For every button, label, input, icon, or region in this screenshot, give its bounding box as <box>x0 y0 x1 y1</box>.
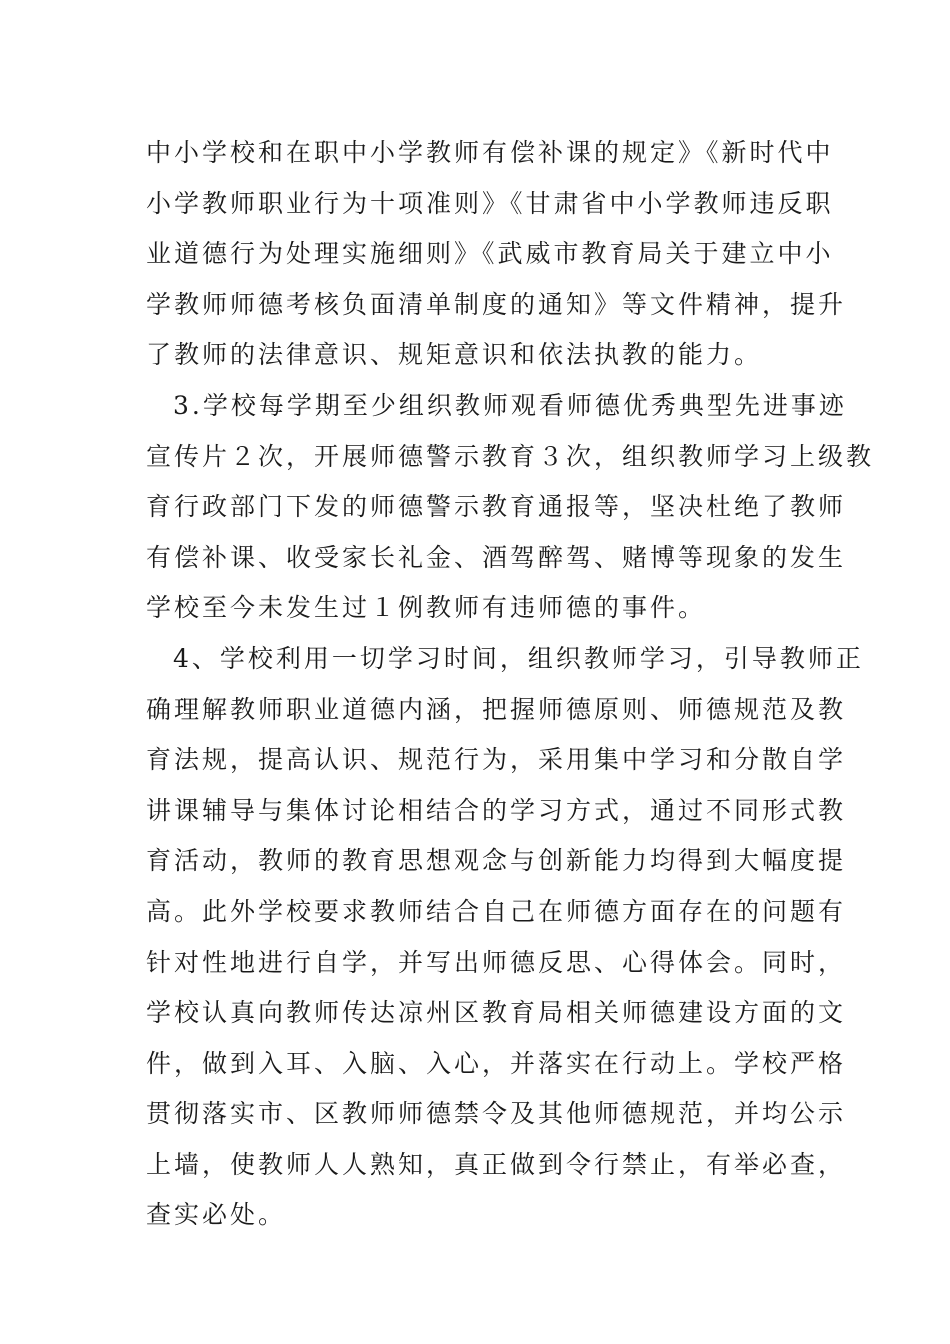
text-line: 学校至今未发生过１例教师有违师德的事件。 <box>146 593 707 623</box>
text-line: 上墙，使教师人人熟知，真正做到令行禁止，有举必查， <box>146 1149 847 1179</box>
text-line: 小学教师职业行为十项准则》《甘肃省中小学教师违反职 <box>146 188 834 218</box>
text-line: 学教师师德考核负面清单制度的通知》等文件精神，提升 <box>146 289 847 319</box>
text-line: 确理解教师职业道德内涵，把握师德原则、师德规范及教 <box>146 694 847 724</box>
text-line: 高。此外学校要求教师结合自己在师德方面存在的问题有 <box>146 896 847 926</box>
body-text <box>146 128 875 1241</box>
text-line: 件，做到入耳、入脑、入心，并落实在行动上。学校严格 <box>146 1048 847 1078</box>
paragraph-4-start: 4、学校利用一切学习时间，组织教师学习，引导教师正 <box>173 643 864 673</box>
text-line: 业道德行为处理实施细则》《武威市教育局关于建立中小 <box>146 239 834 269</box>
text-line: 中小学校和在职中小学教师有偿补课的规定》《新时代中 <box>146 138 834 167</box>
text-line: 育法规，提高认识、规范行为，采用集中学习和分散自学 <box>146 745 847 775</box>
text-line: 讲课辅导与集体讨论相结合的学习方式，通过不同形式教 <box>146 795 847 825</box>
text-line: 育行政部门下发的师德警示教育通报等，坚决杜绝了教师 <box>146 492 847 522</box>
paragraph-3-start: 3.学校每学期至少组织教师观看师德优秀典型先进事迹 <box>173 390 847 420</box>
text-line: 了教师的法律意识、规矩意识和依法执教的能力。 <box>146 340 763 370</box>
text-line: 针对性地进行自学，并写出师德反思、心得体会。同时， <box>146 947 847 977</box>
text-line: 学校认真向教师传达凉州区教育局相关师德建设方面的文 <box>146 998 847 1028</box>
text-line: 有偿补课、收受家长礼金、酒驾醉驾、赌博等现象的发生 <box>146 542 847 572</box>
text-line: 查实必处。 <box>146 1200 287 1230</box>
text-line: 育活动，教师的教育思想观念与创新能力均得到大幅度提 <box>146 846 847 876</box>
text-line: 宣传片２次，开展师德警示教育３次，组织教师学习上级教 <box>146 441 875 471</box>
text-line: 贯彻落实市、区教师师德禁令及其他师德规范，并均公示 <box>146 1099 847 1129</box>
